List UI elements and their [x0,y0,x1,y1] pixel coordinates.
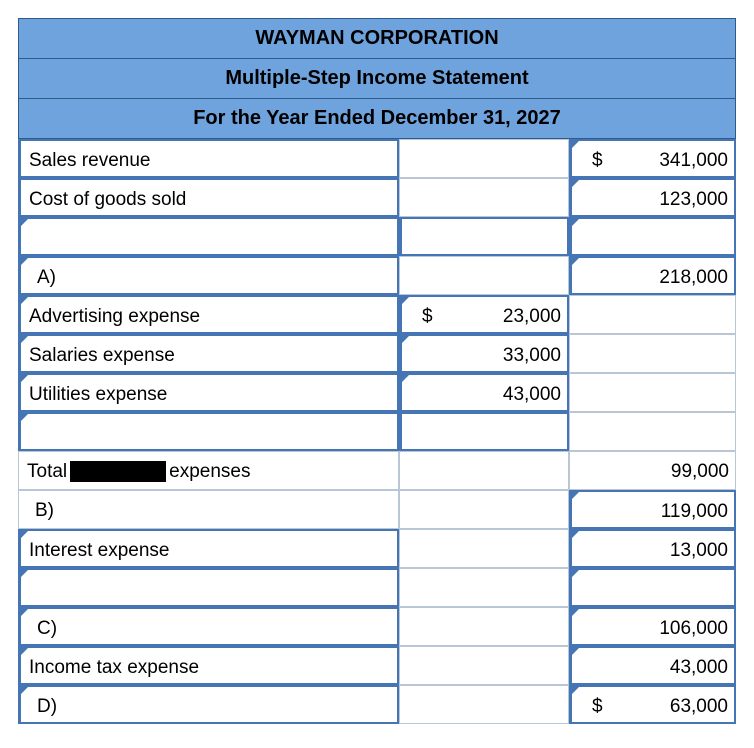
a-label: A) [37,267,56,288]
cogs-amount: 123,000 [659,189,728,210]
row-cost-of-goods-sold [18,178,736,217]
c-amount-cell[interactable] [569,607,736,646]
a-label-cell[interactable] [18,256,399,295]
blank-label-input-1[interactable] [18,217,399,256]
cogs-label[interactable]: Cost of goods sold [18,178,399,217]
interest-amount-cell[interactable] [569,529,736,568]
b-amount-cell[interactable] [569,490,736,529]
dollar-sign: $ [592,150,603,171]
row-blank-1 [18,217,736,256]
total-label-start: Total [27,461,68,482]
salaries-amount: 33,000 [502,345,561,366]
d-label: D) [37,696,58,717]
row-interest-expense [18,529,736,568]
utilities-amount-cell[interactable] [399,373,569,412]
row-total-expenses [18,451,736,490]
interest-mid [399,529,569,568]
utilities-amount: 43,000 [502,384,561,405]
blank-mid-input-1[interactable] [399,217,569,256]
total-label-end: expenses [169,461,251,482]
blank-amount-input-3[interactable] [569,568,736,607]
dollar-sign: $ [422,306,433,327]
c-mid [399,607,569,646]
income-tax-label[interactable]: Income tax expense [18,646,399,685]
row-income-tax-expense [18,646,736,685]
income-tax-amount: 43,000 [669,657,728,678]
dollar-sign: $ [592,696,603,717]
total-expenses-amount: 99,000 [670,461,729,482]
utilities-label[interactable]: Utilities expense [18,373,399,412]
salaries-amount-cell[interactable] [399,334,569,373]
blank-mid-3 [399,568,569,607]
d-amount-cell[interactable] [569,685,736,724]
utilities-right [569,373,736,412]
total-mid [399,451,569,490]
row-sales-revenue [18,139,736,178]
row-utilities-expense [18,373,736,412]
c-label: C) [37,618,58,639]
b-amount: 119,000 [660,501,728,522]
row-b [18,490,736,529]
blank-amount-input-1[interactable] [569,217,736,256]
a-mid [399,256,569,295]
income-tax-mid [399,646,569,685]
total-expenses-label [18,451,399,490]
a-amount: 218,000 [659,267,728,288]
cogs-amount-cell[interactable] [569,178,736,217]
income-tax-amount-cell[interactable] [569,646,736,685]
blank-label-input-3[interactable] [18,568,399,607]
salaries-right [569,334,736,373]
b-label: B) [35,500,54,521]
b-mid [399,490,569,529]
blank-mid-input-2[interactable] [399,412,569,451]
d-amount: 63,000 [669,696,728,717]
row-a [18,256,736,295]
advertising-amount-cell[interactable] [399,295,569,334]
blank-right-2 [569,412,736,451]
row-advertising-expense [18,295,736,334]
advertising-amount: 23,000 [502,306,561,327]
sales-revenue-amount-cell[interactable] [569,139,736,178]
total-amount-cell [569,451,736,490]
d-mid [399,685,569,724]
row-c [18,607,736,646]
row-d [18,685,736,724]
c-label-cell[interactable] [18,607,399,646]
interest-amount: 13,000 [669,540,728,561]
sales-revenue-label[interactable]: Sales revenue [18,139,399,178]
a-amount-cell[interactable] [569,256,736,295]
sales-revenue-mid [399,139,569,178]
blank-label-input-2[interactable] [18,412,399,451]
advertising-label[interactable]: Advertising expense [18,295,399,334]
redaction-bar [70,461,166,482]
c-amount: 106,000 [659,618,728,639]
company-name: WAYMAN CORPORATION [18,18,736,58]
d-label-cell[interactable] [18,685,399,724]
cogs-mid [399,178,569,217]
row-blank-3 [18,568,736,607]
salaries-label[interactable]: Salaries expense [18,334,399,373]
statement-period: For the Year Ended December 31, 2027 [18,98,736,139]
row-salaries-expense [18,334,736,373]
statement-title: Multiple-Step Income Statement [18,58,736,98]
interest-label[interactable]: Interest expense [18,529,399,568]
b-label-cell [18,490,399,529]
row-blank-2 [18,412,736,451]
income-statement [18,18,736,724]
advertising-right [569,295,736,334]
sales-revenue-amount: 341,000 [659,150,728,171]
